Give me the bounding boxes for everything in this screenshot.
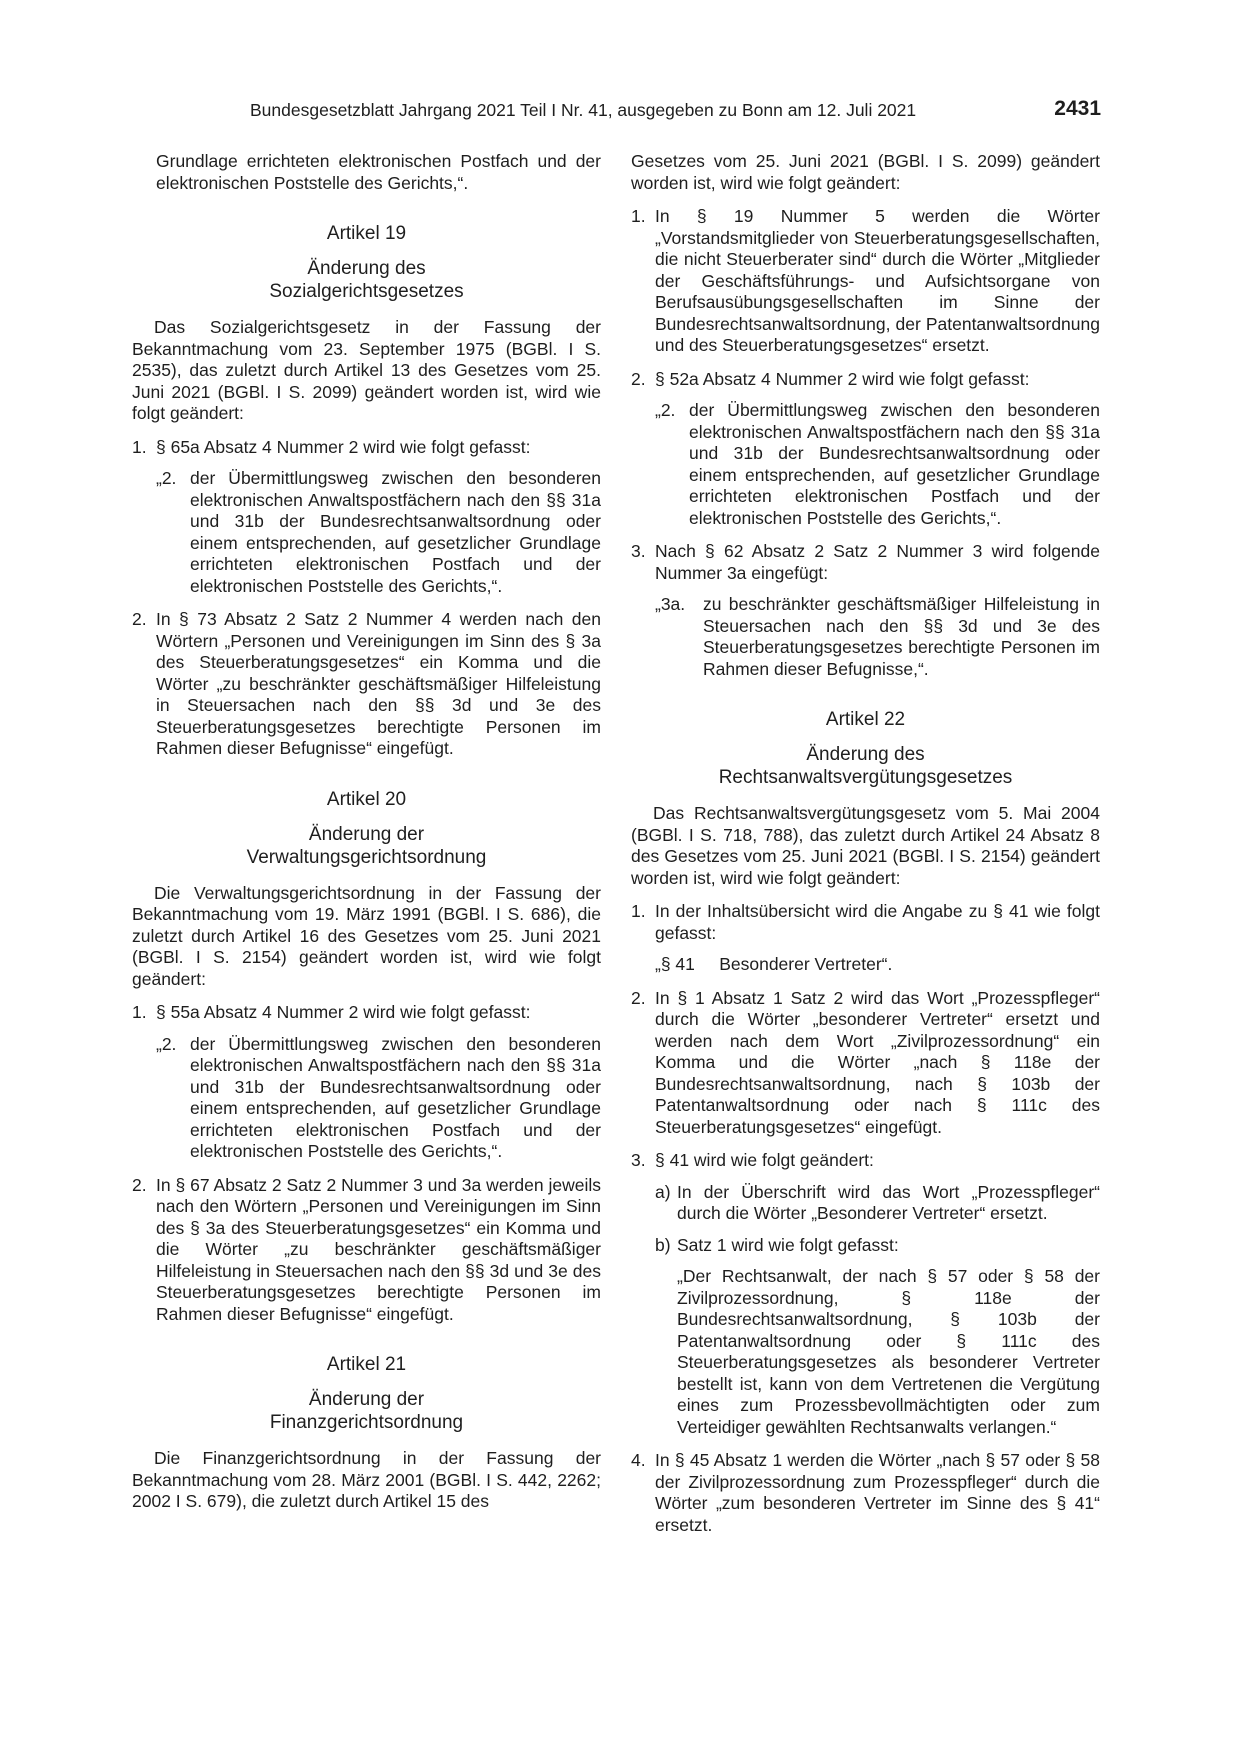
article-20 xyxy=(132,788,601,1326)
continuation-text: Gesetzes vom 25. Juni 2021 (BGBl. I S. 2099) geändert worden ist, wird wie folgt geändert: xyxy=(631,151,1100,193)
quote-label: „3a. xyxy=(655,594,686,614)
item-text: In § 19 Nummer 5 werden die Wörter „Vorstandsmitglieder von Steuerberatungsgesellschaften, die nicht Steuerberater sind“ durch die Wörter „Mitglieder der Geschäftsführungs- und Aufsichtsorgane von Berufsausübungsgesellschaften im Sinne der Bundesrechtsanwaltsordnung, der Patentanwaltsordnung und des Steuerberatungsgesetzes“ ersetzt. xyxy=(655,206,1100,355)
sub-item-text: In der Überschrift wird das Wort „Prozesspfleger“ durch die Wörter „Besonderer Vertreter“ ersetzt. xyxy=(677,1181,1100,1223)
item-number: 3. xyxy=(631,1150,646,1170)
article-title-line-2: Finanzgerichtsordnung xyxy=(269,1412,464,1433)
article-heading: Artikel 22 xyxy=(825,709,906,730)
article-heading: Artikel 20 xyxy=(326,788,407,810)
quoted-text xyxy=(631,400,1100,529)
item-text: Nach § 62 Absatz 2 Satz 2 Nummer 3 wird folgende Nummer 3a eingefügt: xyxy=(655,541,1100,583)
article-intro: Das Rechtsanwaltsvergütungsgesetz vom 5. Mai 2004 (BGBl. I S. 718, 788), das zuletzt durch Artikel 24 Absatz 8 des Gesetzes vom 25. Juni 2021 (BGBl. I S. 2154) geändert worden ist, wird wie folgt geändert: xyxy=(631,803,1100,888)
item-text: § 41 wird wie folgt geändert: xyxy=(655,1150,874,1170)
article-title-line-1: Änderung des xyxy=(806,744,925,765)
item-number: 4. xyxy=(631,1450,646,1470)
sub-item-text: Satz 1 wird wie folgt gefasst: xyxy=(677,1234,899,1255)
article-title-line-1: Änderung des xyxy=(307,258,426,279)
item-text: In § 67 Absatz 2 Satz 2 Nummer 3 und 3a werden jeweils nach den Wörtern „Personen und Vereinigungen im Sinn des § 3a des Steuerberatungsgesetzes“ ein Komma und die Wörter „zu beschränkter geschäftsmäßiger Hilfeleistung in Steuersachen nach den §§ 3d und 3e des Steuerberatungsgesetzes berechtigte Personen im Rahmen dieser Befugnisse“ eingefügt. xyxy=(156,1174,601,1324)
left-column xyxy=(132,151,601,1513)
article-title-line-2: Sozialgerichtsgesetzes xyxy=(269,281,464,302)
list-item xyxy=(631,1450,1100,1536)
article-21-items xyxy=(631,206,1100,680)
article-heading: Artikel 19 xyxy=(326,223,407,244)
article-intro: Die Finanzgerichtsordnung in der Fassung der Bekanntmachung vom 28. März 2001 (BGBl. I S. 442, 2262; 2002 I S. 679), die zuletzt durch Artikel 15 des xyxy=(132,1448,601,1511)
quote-body: der Übermittlungsweg zwischen den besonderen elektronischen Anwaltspostfächern nach den §§ 31a und 31b der Bundesrechtsanwaltsordnung oder einem entsprechenden, auf gesetzlicher Grundlage errichteten elektronischen Postfach und der elektronischen Poststelle des Gerichts,“. xyxy=(190,1033,601,1161)
quote-label: „2. xyxy=(156,468,177,488)
item-text: § 52a Absatz 4 Nummer 2 wird wie folgt gefasst: xyxy=(655,368,1030,389)
quote-label: „2. xyxy=(655,400,676,420)
article-title xyxy=(132,1388,601,1434)
item-number: 2. xyxy=(132,609,147,629)
sub-item-label: b) xyxy=(655,1234,671,1255)
quote-body: der Übermittlungsweg zwischen den besonderen elektronischen Anwaltspostfächern nach den §§ 31a und 31b der Bundesrechtsanwaltsordnung oder einem entsprechenden, auf gesetzlicher Grundlage errichteten elektronischen Postfach und der elektronischen Poststelle des Gerichts,“. xyxy=(689,400,1100,528)
article-title xyxy=(631,743,1100,789)
right-column xyxy=(631,151,1100,1536)
running-header: Bundesgesetzblatt Jahrgang 2021 Teil I Nr. 41, ausgegeben zu Bonn am 12. Juli 2021 xyxy=(250,100,917,120)
quoted-text xyxy=(132,1034,601,1163)
list-item xyxy=(631,1150,1100,1172)
item-number: 3. xyxy=(631,541,646,561)
article-title-line-2: Verwaltungsgerichtsordnung xyxy=(246,846,487,868)
list-item xyxy=(132,1175,601,1326)
article-21 xyxy=(132,1353,601,1513)
list-item xyxy=(631,901,1100,944)
item-text: In § 73 Absatz 2 Satz 2 Nummer 4 werden nach den Wörtern „Personen und Vereinigungen im Sinn des § 3a des Steuerberatungsgesetzes“ ein Komma und die Wörter „zu beschränkter geschäftsmäßiger Hilfeleistung in Steuersachen nach den §§ 3d und 3e des Steuerberatungsgesetzes berechtigte Personen im Rahmen dieser Befugnisse“ eingefügt. xyxy=(156,609,601,758)
item-text: § 65a Absatz 4 Nummer 2 wird wie folgt gefasst: xyxy=(156,436,531,457)
list-item xyxy=(132,1002,601,1024)
item-text: In § 45 Absatz 1 werden die Wörter „nach § 57 oder § 58 der Zivilprozessordnung zum Prozesspfleger“ durch die Wörter „zum besonderen Vertreter im Sinne des § 41“ ersetzt. xyxy=(655,1450,1100,1535)
article-intro: Das Sozialgerichtsgesetz in der Fassung der Bekanntmachung vom 23. September 1975 (BGBl. I S. 2535), das zuletzt durch Artikel 13 des Gesetzes vom 25. Juni 2021 (BGBl. I S. 2099) geändert worden ist, wird wie folgt geändert: xyxy=(132,317,601,423)
article-heading: Artikel 21 xyxy=(326,1354,407,1375)
quote-body: der Übermittlungsweg zwischen den besonderen elektronischen Anwaltspostfächern nach den §§ 31a und 31b der Bundesrechtsanwaltsordnung oder einem entsprechenden, auf gesetzlicher Grundlage errichteten elektronischen Postfach und der elektronischen Poststelle des Gerichts,“. xyxy=(190,468,601,596)
sub-item xyxy=(631,1235,1100,1257)
article-intro: Die Verwaltungsgerichtsordnung in der Fassung der Bekanntmachung vom 19. März 1991 (BGBl. I S. 686), die zuletzt durch Artikel 16 des Gesetzes vom 25. Juni 2021 (BGBl. I S. 2154) geändert worden ist, wird wie folgt geändert: xyxy=(132,882,601,989)
item-number: 2. xyxy=(631,987,646,1008)
item-number: 1. xyxy=(631,206,646,226)
list-item xyxy=(132,609,601,760)
quoted-text: „§ 41 Besonderer Vertreter“. xyxy=(655,954,893,974)
quoted-text: „Der Rechtsanwalt, der nach § 57 oder § 58 der Zivilprozessordnung, § 118e der Bundesrechtsanwaltsordnung, § 103b der Patentanwaltsordnung oder § 111c des Steuerberatungsgesetzes als besonderer Vertreter bestellt ist, kann von dem Vertretenen die Vergütung eines zum Prozessbevollmächtigten oder zum Verteidiger gewählten Rechtsanwalts verlangen.“ xyxy=(677,1266,1100,1437)
article-title-line-1: Änderung der xyxy=(308,823,425,845)
page-number: 2431 xyxy=(1054,97,1101,120)
list-item xyxy=(132,437,601,459)
quoted-text xyxy=(132,468,601,597)
item-number: 2. xyxy=(132,1174,147,1195)
article-title xyxy=(132,257,601,303)
list-item xyxy=(631,988,1100,1139)
list-item xyxy=(631,541,1100,584)
item-text: In der Inhaltsübersicht wird die Angabe zu § 41 wie folgt gefasst: xyxy=(655,901,1100,943)
quote-body: zu beschränkter geschäftsmäßiger Hilfeleistung in Steuersachen nach den §§ 3d und 3e des Steuerberatungsgesetzes berechtigte Personen im Rahmen dieser Befugnisse,“. xyxy=(703,594,1100,679)
item-text: § 55a Absatz 4 Nummer 2 wird wie folgt gefasst: xyxy=(156,1002,531,1022)
article-title xyxy=(132,823,601,869)
sub-item xyxy=(631,1182,1100,1225)
article-title-line-2: Rechtsanwaltsvergütungsgesetzes xyxy=(718,767,1013,788)
list-item xyxy=(631,206,1100,357)
article-title-line-1: Änderung der xyxy=(308,1389,425,1410)
quoted-text xyxy=(631,594,1100,680)
item-number: 1. xyxy=(631,901,646,921)
sub-item-label: a) xyxy=(655,1181,671,1202)
item-number: 2. xyxy=(631,368,646,389)
item-number: 1. xyxy=(132,436,147,457)
article-22 xyxy=(631,708,1100,1536)
item-number: 1. xyxy=(132,1002,147,1022)
continuation-text: Grundlage errichteten elektronischen Postfach und der elektronischen Poststelle des Gerichts,“. xyxy=(156,151,601,193)
quote-label: „2. xyxy=(156,1033,177,1054)
list-item xyxy=(631,369,1100,391)
article-19 xyxy=(132,222,601,760)
item-text: In § 1 Absatz 1 Satz 2 wird das Wort „Prozesspfleger“ durch die Wörter „besonderer Vertreter“ ersetzt und werden nach dem Wort „Zivilprozessordnung“ ein Komma und die Wörter „nach § 118e der Bundesrechtsanwaltsordnung, nach § 103b der Patentanwaltsordnung oder nach § 111c des Steuerberatungsgesetzes“ eingefügt. xyxy=(655,987,1100,1137)
